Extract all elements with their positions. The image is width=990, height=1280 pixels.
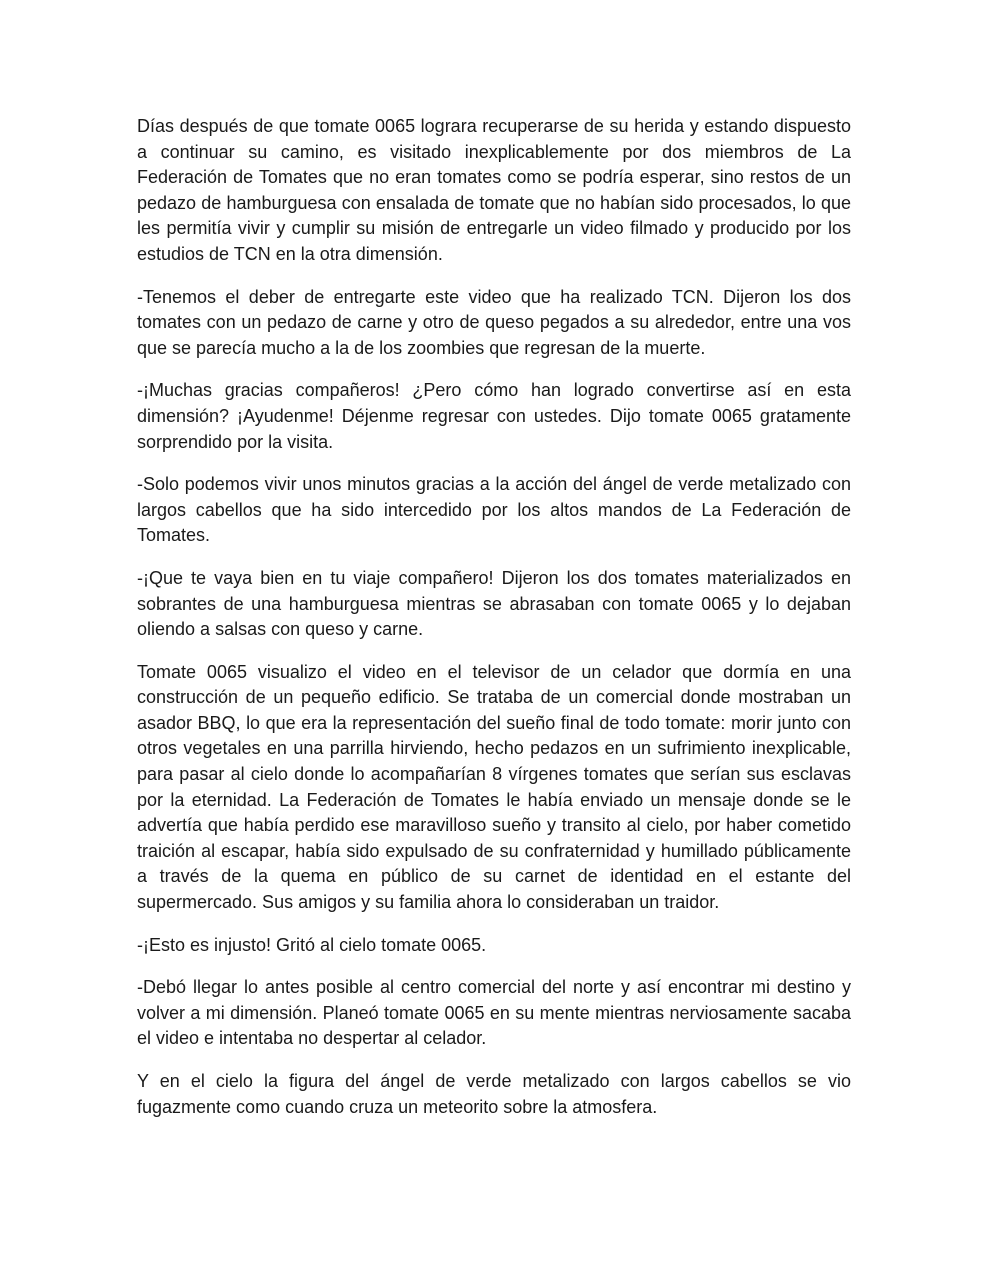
paragraph-3: -¡Muchas gracias compañeros! ¿Pero cómo han logrado convertirse así en esta dimensión? ¡Ayudenme! Déjenme regresar con ustedes. Dijo tomate 0065 gratamente sorprendido por la visita. — [137, 380, 851, 452]
paragraph-7: -¡Esto es injusto! Gritó al cielo tomate 0065. — [137, 934, 487, 955]
paragraph-9: Y en el cielo la figura del ángel de verde metalizado con largos cabellos se vio fugazmente como cuando cruza un meteorito sobre la atmosfera. — [137, 1071, 851, 1117]
paragraph-1: Días después de que tomate 0065 lograra recuperarse de su herida y estando dispuesto a continuar su camino, es visitado inexplicablemente por dos miembros de La Federación de Tomates que no eran tomates como se podría esperar, sino restos de un pedazo de hamburguesa con ensalada de tomate que no habían sido procesados, lo que les permitía vivir y cumplir su misión de entregarle un video filmado y producido por los estudios de TCN en la otra dimensión. — [137, 116, 851, 264]
document-body — [137, 114, 851, 1137]
paragraph-5: -¡Que te vaya bien en tu viaje compañero! Dijeron los dos tomates materializados en sobrantes de una hamburguesa mientras se abrasaban con tomate 0065 y lo dejaban oliendo a salsas con queso y carne. — [137, 567, 851, 640]
paragraph-4: -Solo podemos vivir unos minutos gracias a la acción del ángel de verde metalizado con largos cabellos que ha sido intercedido por los altos mandos de La Federación de Tomates. — [137, 474, 851, 546]
paragraph-6: Tomate 0065 visualizo el video en el televisor de un celador que dormía en una construcción de un pequeño edificio. Se trataba de un comercial donde mostraban un asador BBQ, lo que era la representación del sueño final de todo tomate: morir junto con otros vegetales en una parrilla hirviendo, hecho pedazos en un sufrimiento inexplicable, para pasar al cielo donde lo acompañarían 8 vírgenes tomates que serían sus esclavas por la eternidad. La Federación de Tomates le había enviado un mensaje donde se le advertía que había perdido ese maravilloso sueño y transito al cielo, por haber cometido traición al escapar, había sido expulsado de su confraternidad y humillado públicamente a través de la quema en público de su carnet de identidad en el estante del supermercado. Sus amigos y su familia ahora lo consideraban un traidor. — [137, 661, 851, 913]
paragraph-2: -Tenemos el deber de entregarte este video que ha realizado TCN. Dijeron los dos tomates con un pedazo de carne y otro de queso pegados a su alrededor, entre una vos que se parecía mucho a la de los zoombies que regresan de la muerte. — [137, 286, 851, 358]
paragraph-8: -Debó llegar lo antes posible al centro comercial del norte y así encontrar mi destino y volver a mi dimensión. Planeó tomate 0065 en su mente mientras nerviosamente sacaba el video e intentaba no despertar al celador. — [137, 977, 851, 1049]
